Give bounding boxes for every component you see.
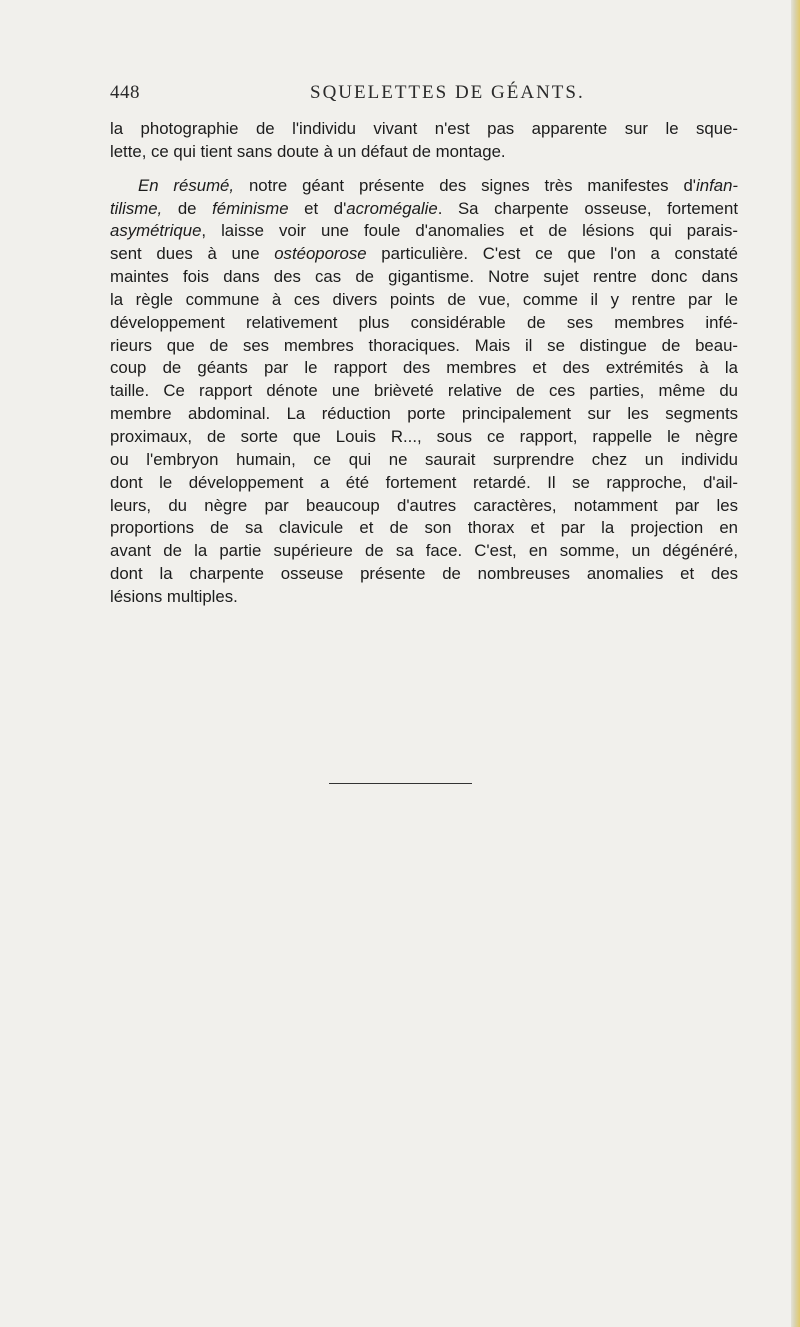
paragraph-2-line: proximaux, de sorte que Louis R..., sous ce rapport, rappelle le nègre [110,426,738,446]
paragraph-2-line: maintes fois dans des cas de gigantisme. Notre sujet rentre donc dans [110,267,738,287]
italic-term: féminisme [212,198,289,218]
paragraph-2-line: dont le développement a été fortement retardé. Il se rapproche, d'ail- [110,472,738,492]
text-run: et d' [288,198,347,218]
paragraph-2-line: membre abdominal. La réduction porte principalement sur les segments [110,404,738,424]
running-title: SQUELETTES DE GÉANTS. [310,82,585,103]
paragraph-2-line [110,220,738,243]
paragraph-2-line: développement relativement plus considérable de ses membres infé- [110,312,738,332]
paragraph-2-line [110,243,738,266]
text-run: , laisse voir une foule d'anomalies et de lésions qui parais- [201,221,738,241]
paragraph-1-line: lette, ce qui tient sans doute à un défaut de montage. [110,141,506,161]
paragraph-2-line [110,198,738,221]
text-run: sent dues à une [110,244,275,264]
running-head [110,82,740,108]
italic-phrase: En résumé, [138,175,235,195]
italic-term: infan- [696,175,738,195]
text-run: . Sa charpente osseuse, fortement [437,198,738,218]
italic-term: tilisme, [110,198,163,218]
text-run: notre géant présente des signes très manifestes d' [234,175,697,195]
paragraph-2-line: taille. Ce rapport dénote une brièveté relative de ces parties, même du [110,381,738,401]
italic-term: acromégalie [346,198,438,218]
body-text [110,118,738,609]
paragraph-2-line [110,175,738,198]
paragraph-2-line: dont la charpente osseuse présente de nombreuses anomalies et des [110,564,738,584]
paragraph-2-line: rieurs que de ses membres thoraciques. Mais il se distingue de beau- [110,335,738,355]
paragraph-2-line: avant de la partie supérieure de sa face. C'est, en somme, un dégénéré, [110,541,738,561]
paragraph-2-line: la règle commune à ces divers points de vue, comme il y rentre par le [110,289,738,309]
paragraph-gap [110,164,738,175]
text-run: de [162,198,213,218]
italic-term: ostéoporose [274,244,367,264]
italic-term: asymétrique [110,221,202,241]
page-edge [791,0,800,1327]
paragraph-2-line: lésions multiples. [110,586,238,606]
paragraph-2-line: proportions de sa clavicule et de son thorax et par la projection en [110,518,738,538]
paragraph-2-line: coup de géants par le rapport des membres et des extrémités à la [110,358,738,378]
end-separator-rule [329,783,472,784]
text-run: particulière. C'est ce que l'on a constaté [366,244,738,264]
paragraph-1-line: la photographie de l'individu vivant n'est pas apparente sur le sque- [110,119,738,138]
paragraph-2-line: leurs, du nègre par beaucoup d'autres caractères, notamment par les [110,495,738,515]
page-number: 448 [110,82,140,103]
paragraph-2-line: ou l'embryon humain, ce qui ne saurait surprendre chez un individu [110,449,738,469]
